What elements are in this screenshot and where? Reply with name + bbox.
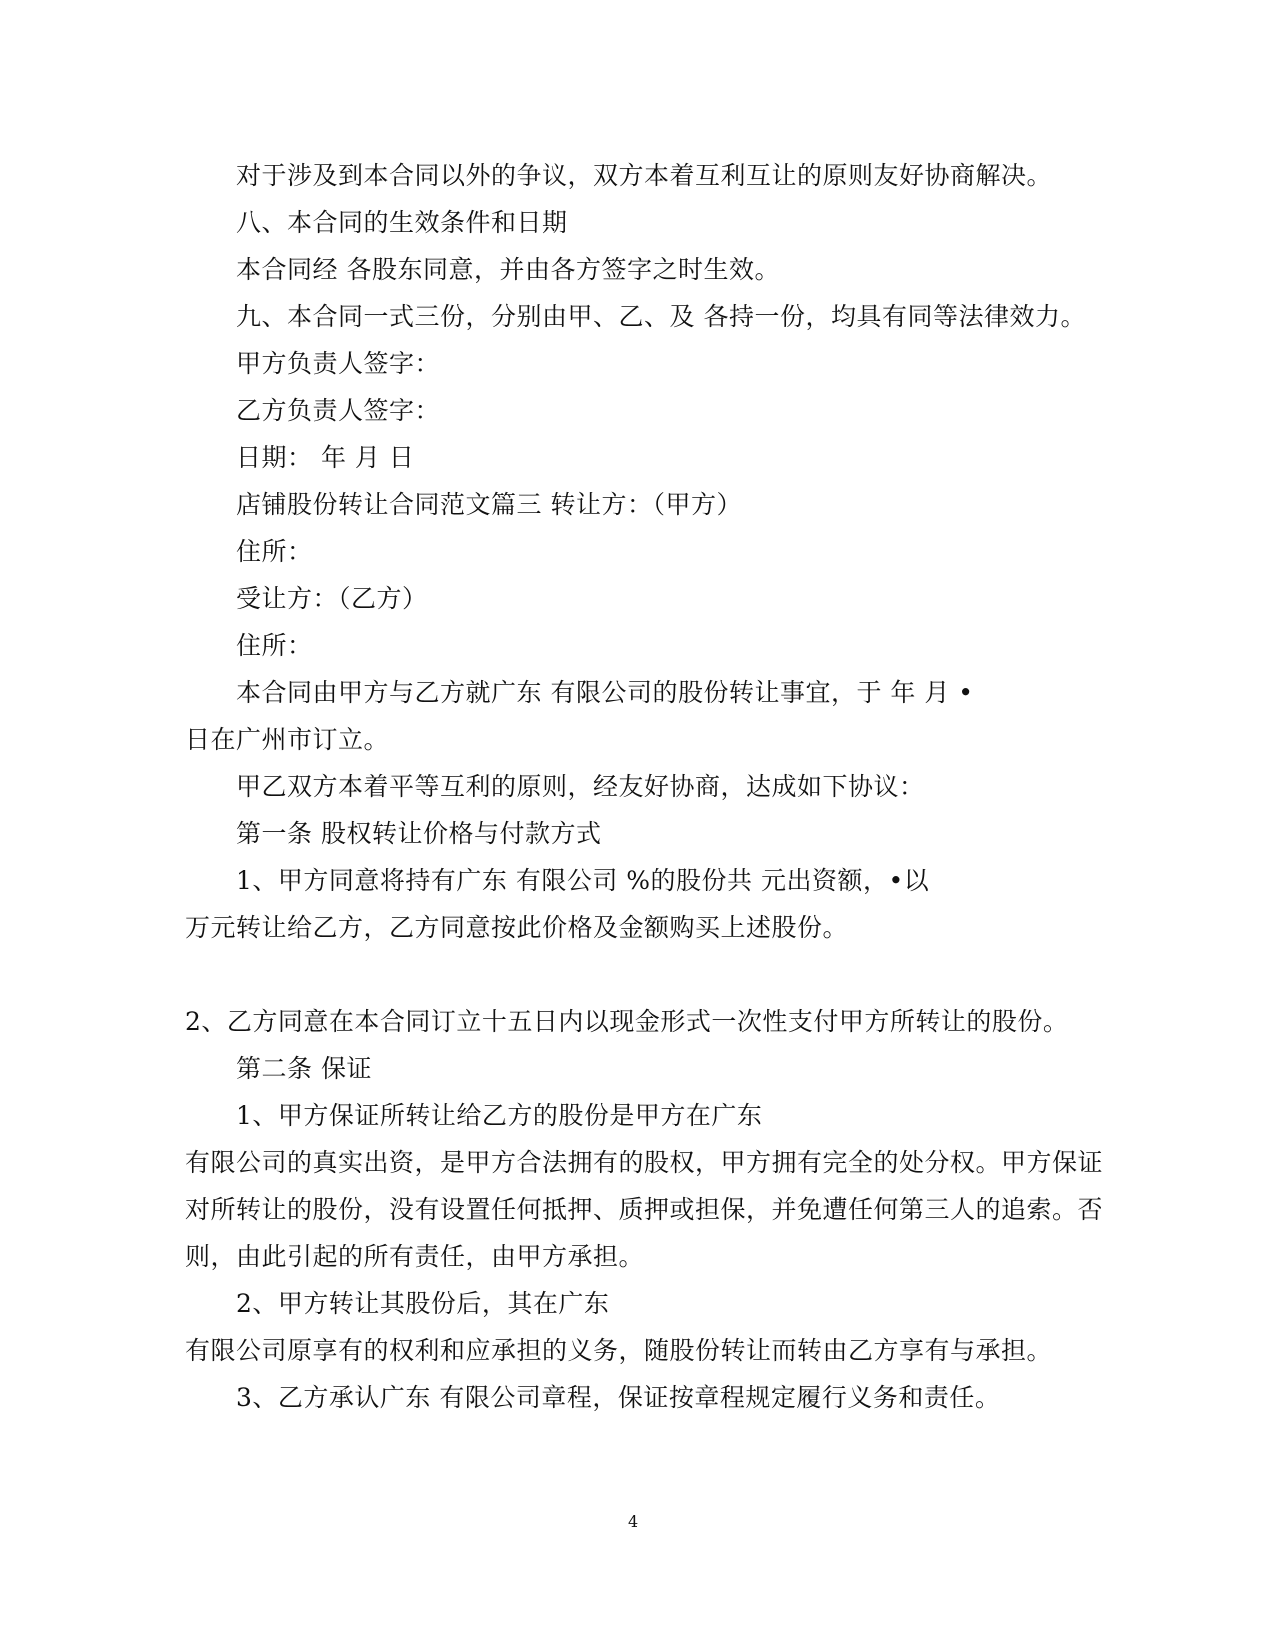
- paragraph-line: 本合同经 各股东同意，并由各方签字之时生效。: [236, 255, 780, 284]
- article-heading: 第一条 股权转让价格与付款方式: [236, 819, 602, 848]
- section-heading: 九、本合同一式三份，分别由甲、乙、及 各持一份，均具有同等法律效力。: [236, 302, 1086, 331]
- article-heading: 第二条 保证: [236, 1054, 372, 1083]
- paragraph-line: 有限公司原享有的权利和应承担的义务，随股份转让而转由乙方享有与承担。: [185, 1336, 1053, 1365]
- paragraph-line: 则，由此引起的所有责任，由甲方承担。: [185, 1242, 645, 1271]
- paragraph-line: 有限公司的真实出资，是甲方合法拥有的股权，甲方拥有完全的处分权。甲方保证: [185, 1148, 1104, 1177]
- paragraph-line: 2、甲方转让其股份后，其在广东: [236, 1289, 610, 1318]
- paragraph-line: 对于涉及到本合同以外的争议，双方本着互利互让的原则友好协商解决。: [236, 161, 1053, 190]
- address-line: 住所：: [236, 537, 313, 566]
- date-line: 日期： 年 月 日: [236, 443, 415, 472]
- paragraph-line: 3、乙方承认广东 有限公司章程，保证按章程规定履行义务和责任。: [236, 1383, 1001, 1412]
- paragraph-line: 万元转让给乙方，乙方同意按此价格及金额购买上述股份。: [185, 913, 849, 942]
- contract-title-line: 店铺股份转让合同范文篇三 转让方：（甲方）: [236, 490, 742, 519]
- address-line: 住所：: [236, 631, 313, 660]
- section-heading: 八、本合同的生效条件和日期: [236, 208, 568, 237]
- page-number: 4: [628, 1512, 639, 1531]
- paragraph-line: 甲乙双方本着平等互利的原则，经友好协商，达成如下协议：: [236, 772, 925, 801]
- signature-line: 乙方负责人签字：: [236, 396, 441, 425]
- paragraph-line: 日在广州市订立。: [185, 725, 390, 754]
- paragraph-line: 1、甲方同意将持有广东 有限公司 %的股份共 元出资额，•以: [236, 866, 930, 895]
- paragraph-line: 1、甲方保证所转让给乙方的股份是甲方在广东: [236, 1101, 763, 1130]
- party-line: 受让方：（乙方）: [236, 584, 428, 613]
- paragraph-line: 2、乙方同意在本合同订立十五日内以现金形式一次性支付甲方所转让的股份。: [185, 1007, 1069, 1036]
- paragraph-line: 对所转让的股份，没有设置任何抵押、质押或担保，并免遭任何第三人的追索。否: [185, 1195, 1104, 1224]
- paragraph-line: 本合同由甲方与乙方就广东 有限公司的股份转让事宜，于 年 月 •: [236, 678, 974, 707]
- signature-line: 甲方负责人签字：: [236, 349, 441, 378]
